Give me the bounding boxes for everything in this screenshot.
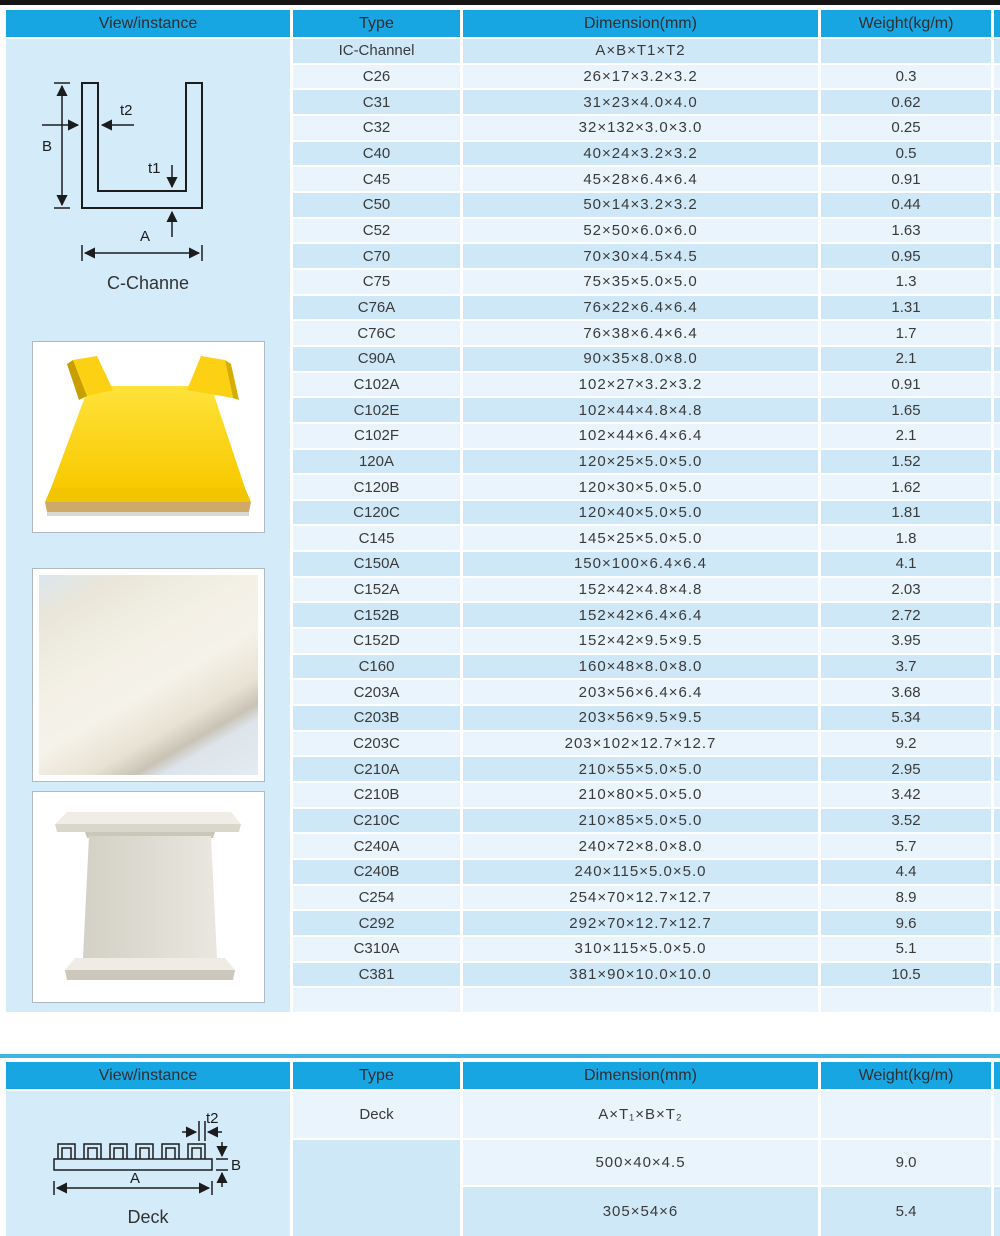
t1-label: t1 — [148, 160, 161, 177]
dimension-cell: 120×25×5.0×5.0 — [463, 450, 818, 474]
type-cell: C203B — [293, 706, 460, 730]
weight-cell: 5.4 — [821, 1187, 991, 1236]
weight-cell: 1.65 — [821, 398, 991, 422]
row-sliver — [994, 39, 1000, 63]
row-sliver — [994, 501, 1000, 525]
dimension-cell: 31×23×4.0×4.0 — [463, 90, 818, 114]
dimension-cell: 145×25×5.0×5.0 — [463, 526, 818, 550]
weight-cell: 5.34 — [821, 706, 991, 730]
row-sliver — [994, 347, 1000, 371]
row-sliver — [994, 424, 1000, 448]
weight-cell: 5.7 — [821, 834, 991, 858]
deck-table — [6, 1062, 1000, 1236]
type-cell: C240B — [293, 860, 460, 884]
weight-cell: 4.4 — [821, 860, 991, 884]
row-sliver — [994, 167, 1000, 191]
weight-cell: 3.7 — [821, 655, 991, 679]
weight-cell: 9.2 — [821, 732, 991, 756]
type-cell: C152D — [293, 629, 460, 653]
header-view-instance: View/instance — [6, 1062, 290, 1089]
row-sliver — [994, 629, 1000, 653]
weight-cell: 1.31 — [821, 296, 991, 320]
weight-cell: 1.7 — [821, 321, 991, 345]
type-cell: C150A — [293, 552, 460, 576]
dimension-cell: 254×70×12.7×12.7 — [463, 886, 818, 910]
header-weight: Weight(kg/m) — [821, 1062, 991, 1089]
view-instance-cell — [6, 39, 290, 1012]
dimension-cell: 203×102×12.7×12.7 — [463, 732, 818, 756]
weight-cell: 3.52 — [821, 809, 991, 833]
dimension-cell: 210×55×5.0×5.0 — [463, 757, 818, 781]
dimension-cell: 203×56×6.4×6.4 — [463, 680, 818, 704]
dimension-cell: 102×44×6.4×6.4 — [463, 424, 818, 448]
row-sliver — [994, 1091, 1000, 1138]
header-edge-sliver — [994, 10, 1000, 37]
type-cell: C40 — [293, 142, 460, 166]
row-sliver — [994, 886, 1000, 910]
dimension-cell: 76×22×6.4×6.4 — [463, 296, 818, 320]
row-sliver — [994, 1140, 1000, 1185]
header-weight: Weight(kg/m) — [821, 10, 991, 37]
weight-cell: 1.63 — [821, 219, 991, 243]
weight-cell: 0.44 — [821, 193, 991, 217]
type-cell: C76A — [293, 296, 460, 320]
type-cell — [293, 988, 460, 1012]
weight-cell: 0.5 — [821, 142, 991, 166]
type-cell: C120C — [293, 501, 460, 525]
weight-cell: 0.91 — [821, 167, 991, 191]
weight-cell — [821, 39, 991, 63]
deck-diagram — [46, 1111, 250, 1199]
dimension-cell: 102×27×3.2×3.2 — [463, 373, 818, 397]
yellow-c-channel-photo — [32, 341, 265, 533]
type-cell: C76C — [293, 321, 460, 345]
header-view-instance: View/instance — [6, 10, 290, 37]
weight-cell: 9.6 — [821, 911, 991, 935]
row-sliver — [994, 526, 1000, 550]
row-sliver — [994, 65, 1000, 89]
c-channel-diagram — [36, 61, 260, 275]
weight-cell: 1.52 — [821, 450, 991, 474]
dimension-cell: 26×17×3.2×3.2 — [463, 65, 818, 89]
dimension-cell: 152×42×9.5×9.5 — [463, 629, 818, 653]
type-cell: C160 — [293, 655, 460, 679]
dimension-cell: 120×40×5.0×5.0 — [463, 501, 818, 525]
row-sliver — [994, 321, 1000, 345]
dimension-cell: 76×38×6.4×6.4 — [463, 321, 818, 345]
type-cell: C102F — [293, 424, 460, 448]
weight-cell: 2.1 — [821, 347, 991, 371]
type-cell: C102A — [293, 373, 460, 397]
type-cell: C75 — [293, 270, 460, 294]
dimension-cell: 52×50×6.0×6.0 — [463, 219, 818, 243]
type-cell: C210C — [293, 809, 460, 833]
weight-cell: 1.8 — [821, 526, 991, 550]
deck-diagram-label: Deck — [127, 1207, 169, 1227]
c-channel-table — [6, 10, 1000, 1012]
dimension-cell: 40×24×3.2×3.2 — [463, 142, 818, 166]
dimension-cell: 292×70×12.7×12.7 — [463, 911, 818, 935]
row-sliver — [994, 680, 1000, 704]
type-cell: 120A — [293, 450, 460, 474]
dimension-cell: 305×54×6 — [463, 1187, 818, 1236]
type-cell: C26 — [293, 65, 460, 89]
type-cell: C32 — [293, 116, 460, 140]
b-label: B — [42, 138, 53, 155]
row-sliver — [994, 296, 1000, 320]
dimension-cell: 90×35×8.0×8.0 — [463, 347, 818, 371]
type-cell: C152B — [293, 603, 460, 627]
type-cell: C210A — [293, 757, 460, 781]
weight-cell: 0.62 — [821, 90, 991, 114]
dimension-cell: 45×28×6.4×6.4 — [463, 167, 818, 191]
dimension-cell: 160×48×8.0×8.0 — [463, 655, 818, 679]
type-cell: IC-Channel — [293, 39, 460, 63]
row-sliver — [994, 860, 1000, 884]
row-sliver — [994, 809, 1000, 833]
dimension-cell: 120×30×5.0×5.0 — [463, 475, 818, 499]
header-edge-sliver — [994, 1062, 1000, 1089]
deck-base-outline — [54, 1159, 212, 1170]
row-sliver — [994, 475, 1000, 499]
type-cell: C292 — [293, 911, 460, 935]
row-sliver — [994, 552, 1000, 576]
second-table-divider — [0, 1054, 1000, 1058]
dimension-cell: 210×80×5.0×5.0 — [463, 783, 818, 807]
row-sliver — [994, 963, 1000, 987]
type-cell: C203A — [293, 680, 460, 704]
row-sliver — [994, 757, 1000, 781]
a-label: A — [140, 228, 151, 245]
header-dimension: Dimension(mm) — [463, 10, 818, 37]
dimension-cell: 240×115×5.0×5.0 — [463, 860, 818, 884]
type-cell: C31 — [293, 90, 460, 114]
row-sliver — [994, 373, 1000, 397]
weight-cell: 10.5 — [821, 963, 991, 987]
row-sliver — [994, 706, 1000, 730]
weight-cell: 9.0 — [821, 1140, 991, 1185]
row-sliver — [994, 219, 1000, 243]
row-sliver — [994, 142, 1000, 166]
weight-cell: 1.81 — [821, 501, 991, 525]
weight-cell: 2.03 — [821, 578, 991, 602]
weight-cell: 2.1 — [821, 424, 991, 448]
type-cell: C152A — [293, 578, 460, 602]
type-cell: C120B — [293, 475, 460, 499]
weight-cell — [821, 988, 991, 1012]
weight-cell: 2.95 — [821, 757, 991, 781]
row-sliver — [994, 244, 1000, 268]
row-sliver — [994, 732, 1000, 756]
dimension-cell: 500×40×4.5 — [463, 1140, 818, 1185]
dimension-cell: 150×100×6.4×6.4 — [463, 552, 818, 576]
row-sliver — [994, 911, 1000, 935]
dimension-cell: 75×35×5.0×5.0 — [463, 270, 818, 294]
type-cell: C310A — [293, 937, 460, 961]
dimension-cell: 152×42×6.4×6.4 — [463, 603, 818, 627]
dimension-cell: 381×90×10.0×10.0 — [463, 963, 818, 987]
row-sliver — [994, 1187, 1000, 1236]
weight-cell: 0.25 — [821, 116, 991, 140]
b-label: B — [231, 1157, 242, 1174]
weight-cell: 2.72 — [821, 603, 991, 627]
dimension-cell: 70×30×4.5×4.5 — [463, 244, 818, 268]
row-sliver — [994, 578, 1000, 602]
dimension-cell: 102×44×4.8×4.8 — [463, 398, 818, 422]
dimension-cell: A×T₁×B×T₂ — [463, 1091, 818, 1138]
dimension-cell: 50×14×3.2×3.2 — [463, 193, 818, 217]
type-cell: C145 — [293, 526, 460, 550]
weight-cell: 8.9 — [821, 886, 991, 910]
row-sliver — [994, 783, 1000, 807]
row-sliver — [994, 270, 1000, 294]
dimension-cell: A×B×T1×T2 — [463, 39, 818, 63]
weight-cell: 3.95 — [821, 629, 991, 653]
c-channel-diagram-label: C-Channe — [106, 273, 190, 293]
type-cell: C102E — [293, 398, 460, 422]
weight-cell: 3.68 — [821, 680, 991, 704]
header-type: Type — [293, 1062, 460, 1089]
dimension-cell: 203×56×9.5×9.5 — [463, 706, 818, 730]
row-sliver — [994, 193, 1000, 217]
dimension-cell: 240×72×8.0×8.0 — [463, 834, 818, 858]
type-cell: C240A — [293, 834, 460, 858]
weight-cell: 4.1 — [821, 552, 991, 576]
row-sliver — [994, 398, 1000, 422]
type-cell: Deck — [293, 1091, 460, 1138]
row-sliver — [994, 90, 1000, 114]
white-channel-profile-photo — [32, 791, 265, 1003]
row-sliver — [994, 450, 1000, 474]
weight-cell — [821, 1091, 991, 1138]
row-sliver — [994, 937, 1000, 961]
deck-view-instance-cell — [6, 1091, 290, 1236]
row-sliver — [994, 116, 1000, 140]
weight-cell: 3.42 — [821, 783, 991, 807]
row-sliver — [994, 988, 1000, 1012]
type-cell: C70 — [293, 244, 460, 268]
channel-outline — [82, 83, 202, 208]
t2-label: t2 — [206, 1111, 219, 1127]
fiberglass-texture-photo — [32, 568, 265, 782]
type-cell: C90A — [293, 347, 460, 371]
type-cell: C50 — [293, 193, 460, 217]
type-cell: C52 — [293, 219, 460, 243]
type-cell: C203C — [293, 732, 460, 756]
header-type: Type — [293, 10, 460, 37]
weight-cell: 0.95 — [821, 244, 991, 268]
weight-cell: 1.62 — [821, 475, 991, 499]
a-label: A — [130, 1170, 141, 1187]
type-cell-merged — [293, 1140, 460, 1236]
top-divider — [0, 0, 1000, 5]
row-sliver — [994, 834, 1000, 858]
weight-cell: 0.91 — [821, 373, 991, 397]
type-cell: C381 — [293, 963, 460, 987]
type-cell: C45 — [293, 167, 460, 191]
dimension-cell: 152×42×4.8×4.8 — [463, 578, 818, 602]
dimension-cell — [463, 988, 818, 1012]
dimension-cell: 310×115×5.0×5.0 — [463, 937, 818, 961]
weight-cell: 1.3 — [821, 270, 991, 294]
type-cell: C254 — [293, 886, 460, 910]
t2-label: t2 — [120, 102, 133, 119]
weight-cell: 0.3 — [821, 65, 991, 89]
dimension-cell: 32×132×3.0×3.0 — [463, 116, 818, 140]
type-cell: C210B — [293, 783, 460, 807]
row-sliver — [994, 603, 1000, 627]
weight-cell: 5.1 — [821, 937, 991, 961]
row-sliver — [994, 655, 1000, 679]
dimension-cell: 210×85×5.0×5.0 — [463, 809, 818, 833]
header-dimension: Dimension(mm) — [463, 1062, 818, 1089]
